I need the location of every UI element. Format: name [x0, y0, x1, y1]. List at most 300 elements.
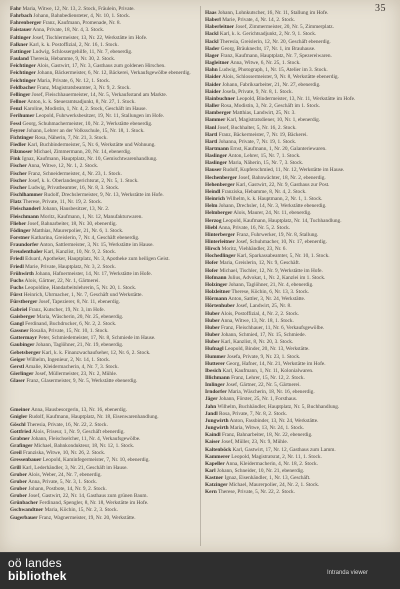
- entry-surname: Hackl: [205, 31, 219, 38]
- directory-entry: [205, 103, 391, 110]
- directory-entry: [10, 429, 196, 436]
- entry-details: Johann, Taglöhner, 21, Nr. 19, ebenerdig.: [35, 342, 124, 349]
- directory-entry: [10, 500, 196, 507]
- library-logo[interactable]: [8, 557, 67, 583]
- entry-surname: Hehenberger: [205, 181, 235, 188]
- entry-surname: Fleischmann: [10, 213, 39, 220]
- entry-surname: Grabner: [10, 435, 30, 442]
- entry-details: Katharina, Greislerin, 7, Nr. 4, Geschäft ebenerdig.: [31, 235, 140, 241]
- directory-entry: [10, 228, 196, 235]
- entry-surname: Grünbacher: [10, 500, 38, 507]
- entry-surname: Feichtinger: [10, 77, 36, 84]
- entry-surname: Grill: [10, 464, 21, 471]
- entry-details: Marie, Private, Hauptplatz, Nr. 3, 2. Stock.: [25, 263, 116, 270]
- entry-surname: Hirsch: [205, 246, 221, 253]
- entry-details: Maria, Köchin, 15, Nr. 2, 3. Stock.: [44, 507, 119, 514]
- entry-surname: Imlinger: [205, 382, 225, 389]
- directory-entry: [205, 110, 391, 117]
- entry-details: Matthias, Landwirt, 25, Nr. 3.: [232, 110, 296, 117]
- entry-surname: Fink: [10, 156, 21, 163]
- entry-details: Ludwig, Photograph, 1, Nr. 15, Atelier im 3. Stock.: [219, 67, 328, 74]
- directory-entry: [205, 89, 391, 96]
- directory-entry: [10, 20, 196, 27]
- entry-details: Josef, Bahnwächter, 18, Nr. 2, ebenerdig.: [238, 174, 326, 181]
- entry-surname: Fattinger: [10, 48, 32, 55]
- directory-entry: [205, 31, 391, 38]
- directory-entry: [10, 6, 196, 13]
- entry-surname: Feichtinger: [10, 63, 36, 70]
- entry-surname: Gugerbauer: [10, 514, 38, 521]
- entry-surname: Hörtenhuber: [205, 303, 235, 310]
- entry-surname: Fahrenberger: [10, 20, 42, 27]
- directory-entry: [10, 328, 196, 335]
- entry-details: Josef, k. k. Oberlandesgerichtsrat, 2, Nr. 5, 1. Stock.: [28, 177, 139, 184]
- entry-details: Karl, Sparkassabeamter, 5, Nr. 10, 1. Stock.: [236, 253, 330, 260]
- entry-details: Johann, Drechsler, 14, Nr. 3, Werkstätte ebenerdig.: [218, 203, 327, 210]
- entry-surname: Fessl: [10, 120, 22, 127]
- entry-surname: Gassner: [10, 328, 29, 335]
- entry-details: Josef, Tapezierer, 8, Nr. 11, ebenerdig.: [38, 299, 121, 306]
- directory-entry: [205, 489, 391, 496]
- directory-entry: [10, 42, 196, 49]
- entry-surname: Fahrbach: [10, 13, 33, 20]
- entry-details: Josef, Buchhalter, 5, Nr. 16, 2. Stock.: [217, 124, 297, 131]
- directory-entry: [205, 318, 391, 325]
- entry-details: Karl, k. k. Gerichtsadjunkt, 2, Nr. 9, 1. Stock.: [219, 31, 317, 38]
- entry-surname: Gruber: [10, 471, 28, 478]
- entry-details: Anna, Witwe, 6, Nr. 25, 1. Stock.: [230, 60, 301, 67]
- entry-details: Johann, Fabriksarbeiter, 21, Nr. 27, ebenerdig.: [222, 81, 321, 88]
- directory-entry: [205, 439, 391, 446]
- entry-surname: Fischer: [10, 177, 27, 184]
- entry-surname: Illichmann: [205, 374, 230, 381]
- entry-details: Franz, Bahnarbeiter, 18, Nr. 22, ebenerdig.: [221, 432, 313, 439]
- entry-details: Anton, Sattler, 3, Nr. 24, Werkstätte.: [228, 296, 306, 303]
- entry-surname: Fauland: [10, 56, 29, 63]
- entry-surname: Fenzl: [10, 106, 23, 113]
- entry-surname: Gabriel: [10, 306, 28, 313]
- entry-details: Josef, Fleischhauermeister, 14, Nr. 5, Verkaufsstand am Markte.: [31, 91, 168, 98]
- directory-entry: [205, 275, 391, 282]
- directory-entry: [205, 146, 391, 153]
- entry-details: Theresia, Greislerin, 12, Nr. 20, Geschäft ebenerdig.: [219, 38, 331, 45]
- directory-entry: [205, 232, 391, 239]
- directory-entry: [205, 225, 391, 232]
- entry-surname: Fischlhammer: [10, 192, 43, 199]
- entry-surname: Gebetsberger: [10, 349, 41, 356]
- entry-details: Franz, Magistratsbeamter, 3, Nr. 9, 2. Stock.: [36, 84, 131, 91]
- directory-entry: [10, 414, 196, 421]
- entry-surname: Faltinger: [10, 34, 31, 41]
- entry-details: Leopold, Kaufmann, Hauptplatz, Nr. 14, Tuchhandlung.: [222, 217, 342, 224]
- entry-surname: Hofmann: [205, 274, 227, 281]
- directory-entry: [205, 418, 391, 425]
- entry-details: Josefa, Private, 9, Nr. 23, 1. Stock.: [226, 353, 301, 360]
- entry-details: Heinrich, Uhrmacher, 1, Nr. 7, Geschäft und Werkstätte.: [23, 292, 143, 299]
- entry-surname: Hahn: [205, 67, 218, 74]
- entry-details: Johann, Schneider, 10, Nr. 21, ebenerdig.: [216, 468, 305, 474]
- entry-details: Rudolf, Kaufmann, Hauptplatz, Nr. 18, Eisenwarenhandlung.: [28, 414, 159, 421]
- entry-surname: Haas: [205, 10, 217, 16]
- entry-details: Karl, k. k. Finanzwachaufseher, 12, Nr. 6, 2. Stock.: [41, 349, 151, 356]
- directory-entry: [10, 135, 196, 142]
- directory-entry: [10, 49, 196, 56]
- entry-surname: Huber: [205, 332, 220, 339]
- entry-surname: Fahr: [10, 6, 22, 12]
- entry-details: Josef, Gärtner, 22, Nr. 5, Gärtnerei.: [226, 382, 301, 389]
- entry-surname: Hummer: [205, 353, 226, 360]
- entry-details: Alois, Weber, 24, Nr. 7, ebenerdig.: [28, 471, 102, 478]
- directory-entry: [10, 307, 196, 314]
- entry-surname: Huber: [205, 310, 220, 317]
- directory-entry: [205, 332, 391, 339]
- directory-entry: [10, 35, 196, 42]
- entry-details: Josef, Gastwirt, 22, Nr. 14, Gasthaus zum grünen Baum.: [28, 493, 148, 500]
- directory-entry: [10, 221, 196, 228]
- left-column: [10, 6, 196, 522]
- directory-entry: [10, 264, 196, 271]
- directory-entry: [10, 357, 196, 364]
- entry-details: Anna, Witwe, 13, Nr. 18, 1. Stock.: [220, 317, 294, 324]
- entry-surname: Geiger: [10, 356, 26, 363]
- entry-surname: Hutterer: [205, 360, 225, 367]
- entry-surname: Hinterleitner: [205, 239, 235, 245]
- entry-details: Moritz, Kaufmann, 1, Nr. 12, Manufakturwaren.: [40, 213, 143, 220]
- entry-details: Josef, Schuhmacher, 10, Nr. 17, ebenerdig.: [236, 239, 327, 245]
- entry-details: Johann, Hafnermeister, 14, Nr. 17, Werkstätte im Hofe.: [35, 270, 152, 277]
- entry-details: Anton, Fassbinder, 13, Nr. 24, Werkstätte.: [229, 417, 319, 424]
- entry-details: Leopold, Bindermeister, 13, Nr. 11, Werkstätte im Hofe.: [236, 95, 356, 102]
- entry-surname: Feichtinger: [10, 70, 36, 77]
- entry-surname: Gaubinger: [10, 342, 35, 349]
- entry-details: Franziska, Witwe, 10, Nr. 26, 2. Stock.: [23, 450, 106, 457]
- entry-details: Johann, Schmied, 17, Nr. 15, Schmiede.: [221, 332, 306, 339]
- entry-details: Georg, Hafner, 14, Nr. 21, Werkstätte im Hofe.: [226, 360, 326, 367]
- directory-entry: [205, 260, 391, 267]
- entry-details: Moritz, Viehhändler, 23, Nr. 6.: [221, 246, 287, 253]
- entry-surname: Fraundorfer: [10, 242, 39, 249]
- directory-entry: [205, 39, 391, 46]
- entry-surname: Fürstberger: [10, 299, 38, 306]
- entry-surname: Gerstl: [10, 363, 25, 370]
- entry-surname: Hagleitner: [205, 60, 230, 67]
- entry-surname: Heindl: [205, 188, 221, 195]
- entry-surname: Gmeiner: [10, 407, 31, 414]
- entry-surname: Hinterberger: [205, 231, 236, 238]
- entry-details: Peter, Schmiedemeister, 17, Nr. 8, Schmiede im Hause.: [38, 335, 156, 342]
- entry-surname: Faistauer: [10, 27, 32, 34]
- entry-surname: Fürst: [10, 292, 23, 299]
- entry-details: Maria, Witwe, 13, Nr. 24, 1. Stock.: [229, 425, 305, 432]
- directory-entry: [205, 361, 391, 368]
- directory-entry: [205, 289, 391, 296]
- entry-surname: Jungwirth: [205, 425, 229, 432]
- directory-entry: [205, 268, 391, 275]
- directory-entry: [205, 53, 391, 60]
- directory-entry: [205, 382, 391, 389]
- entry-details: Leopold, Magistratsrat, 2, Nr. 11, 1. Stock.: [231, 453, 322, 460]
- entry-surname: Gottfried: [10, 428, 32, 435]
- logo-line-1: oö landes: [8, 556, 62, 570]
- entry-details: Alois, Gärtner, 22, Nr. 1, Gärtnerei.: [24, 277, 100, 284]
- entry-surname: Ferihumer: [10, 113, 35, 120]
- entry-surname: Hochedlinger: [205, 253, 236, 260]
- directory-entry: [10, 85, 196, 92]
- directory-entry: [10, 278, 196, 285]
- directory-entry: [205, 447, 391, 454]
- entry-details: Amalie, Kleidermacherin, 4, Nr. 7, 3. Stock.: [25, 363, 119, 370]
- entry-details: Michael, Bahnkondukteur, 18, Nr. 12, 1. Stock.: [33, 443, 135, 450]
- directory-entry: [205, 311, 391, 318]
- entry-details: Anton, Sattlermeister, 3, Nr. 15, Werkstätte im Hause.: [39, 242, 154, 249]
- entry-surname: Kaltenböck: [205, 446, 232, 453]
- entry-surname: Haslinger: [205, 160, 228, 167]
- entry-details: Therese, Private, 11, Nr. 19, 2. Stock.: [22, 199, 103, 206]
- entry-surname: Forstner: [10, 235, 30, 241]
- entry-details: Karl, Kaufmann, 1, Nr. 11, Kolonialwaren.: [222, 367, 314, 374]
- directory-entry: [10, 465, 196, 472]
- viewer-label: Intranda viewer: [326, 570, 368, 576]
- directory-entry: [10, 436, 196, 443]
- entry-details: Anton, Lehrer, 15, Nr. 7, 1. Stock.: [228, 153, 301, 160]
- entry-details: Theresia, Hebamme, 9, Nr. 30, 2. Stock.: [30, 56, 116, 63]
- entry-surname: Flatz: [10, 199, 22, 206]
- entry-surname: Fichtinger: [10, 134, 34, 141]
- directory-entry: [10, 178, 196, 185]
- entry-surname: Gressenbauer: [10, 457, 42, 464]
- directory-entry: [10, 371, 196, 378]
- directory-entry: [10, 271, 196, 278]
- directory-entry: [205, 389, 391, 396]
- entry-surname: Hufnagl: [205, 346, 224, 353]
- entry-details: Alois, Schlossermeister, 9, Nr. 8, Werkstätte ebenerdig.: [221, 74, 339, 81]
- entry-details: Ludwig, Schlossergehilfe, 11, Nr. 7, ebenerdig.: [32, 48, 133, 55]
- entry-details: Ernst, Kaufmann, 1, Nr. 20, Galanteriewaren.: [230, 145, 327, 152]
- directory-entry: [10, 242, 196, 249]
- entry-details: Maria, Private, 6, Nr. 12, 1. Stock.: [37, 77, 111, 84]
- entry-surname: Haider: [205, 88, 221, 95]
- entry-details: Therese, Köchin, 6, Nr. 13, 3. Stock.: [231, 289, 310, 296]
- entry-details: Josef, Tischlermeister, 13, Nr. 22, Werkstätte im Hofe.: [32, 34, 148, 41]
- column-divider: [200, 6, 201, 546]
- entry-details: Karl, Buchbindermeister, 5, Nr. 6, Werkstätte und Wohnung.: [27, 141, 156, 148]
- entry-surname: Feyrer: [10, 127, 26, 134]
- entry-details: Karl, Gastwirt, 17, Nr. 12, Gasthaus zum Lamm.: [232, 446, 336, 453]
- directory-entry: [10, 342, 196, 349]
- entry-surname: Huber: [205, 324, 220, 331]
- directory-entry: [10, 235, 196, 242]
- entry-details: Josefa, Private, 9, Nr. 8, 1. Stock.: [222, 88, 293, 95]
- entry-details: Johann, Hausbesitzer, 13, Nr. 2.: [41, 206, 110, 213]
- entry-surname: Hader: [205, 45, 220, 52]
- entry-details: Michael, Maurerpolier, 24, Nr. 2, 1. Stock.: [228, 482, 320, 489]
- directory-entry: [205, 182, 391, 189]
- directory-entry: [205, 218, 391, 225]
- directory-entry: [10, 113, 196, 120]
- entry-surname: Hechenberger: [205, 174, 238, 181]
- directory-entry: [10, 321, 196, 328]
- entry-details: Johann, Postbote, 14, Nr. 9, 2. Stock.: [28, 486, 107, 492]
- entry-surname: Haberleitner: [205, 24, 235, 31]
- entry-details: Leopold, Kaminfegermeister, 7, Nr. 10, ebenerdig.: [42, 457, 150, 464]
- entry-details: Franz, Fleischhauer, 11, Nr. 6, Verkaufsgewölbe.: [221, 324, 325, 331]
- entry-details: Josef, Müllermeister, 23, Nr. 2, Mühle.: [34, 370, 118, 377]
- entry-surname: Gruber: [10, 493, 28, 500]
- directory-entry: [205, 167, 391, 174]
- directory-entry: [10, 443, 196, 450]
- entry-surname: Hartmann: [205, 145, 229, 152]
- directory-entry: [10, 185, 196, 192]
- entry-details: Johann, Taglöhner, 21, Nr. 4, ebenerdig.: [228, 281, 314, 288]
- entry-surname: Kastner: [205, 475, 224, 482]
- entry-details: Anna, Hausbesorgerin, 13, Nr. 16, ebenerdig.: [31, 407, 128, 414]
- directory-entry: [205, 46, 391, 53]
- directory-entry: [205, 482, 391, 489]
- directory-entry: [205, 82, 391, 89]
- directory-entry: [205, 404, 391, 411]
- directory-entry: [205, 74, 391, 81]
- entry-details: Georg, Bräuknecht, 17, Nr. 1, im Brauhause.: [220, 45, 316, 52]
- entry-details: Anna, Kleidermacherin, 4, Nr. 18, 2. Stock.: [225, 460, 318, 467]
- logo-line-2: bibliothek: [8, 569, 67, 583]
- entry-details: Therese, Private, 5, Nr. 22, 2. Stock.: [218, 489, 295, 496]
- entry-surname: Jäger: [205, 396, 218, 403]
- entry-surname: Fischer: [10, 184, 27, 191]
- entry-details: Karl, Lederhändler, 3, Nr. 21, Geschäft im Hause.: [22, 464, 128, 471]
- entry-surname: Gruber: [10, 486, 28, 492]
- entry-surname: Hainbuchner: [205, 95, 236, 102]
- entry-surname: Heinrich: [205, 196, 226, 203]
- entry-surname: Jungwirth: [205, 417, 229, 424]
- directory-entry: [205, 396, 391, 403]
- directory-entry: [10, 214, 196, 221]
- directory-entry: [205, 354, 391, 361]
- directory-entry: [10, 121, 196, 128]
- entry-details: Leopoldine, Handarbeitslehrerin, 5, Nr. 20, 1. Stock.: [24, 285, 137, 292]
- directory-entry: [10, 314, 196, 321]
- directory-entry: [10, 364, 196, 371]
- entry-surname: Kern: [205, 489, 217, 496]
- entry-surname: Fuchs: [10, 277, 24, 284]
- directory-entry: [205, 325, 391, 332]
- entry-details: Franz, Kutscher, 19, Nr. 3, im Hofe.: [28, 306, 105, 313]
- directory-entry: [10, 335, 196, 342]
- directory-entry: [205, 239, 391, 246]
- entry-details: Anna, Private, 16, Nr. 5, 2. Stock.: [218, 224, 291, 231]
- entry-details: Johann, Bahnbediensteter, 4, Nr. 10, 1. Stock.: [33, 13, 131, 20]
- entry-surname: Helm: [205, 203, 218, 210]
- section-gap: [10, 385, 196, 407]
- entry-surname: Haslinger: [205, 153, 228, 160]
- directory-entry: [205, 10, 391, 17]
- entry-surname: Holzleitner: [205, 289, 231, 296]
- entry-surname: Kaiser: [205, 439, 221, 446]
- entry-details: Alois, Postoffizial, 4, Nr. 2, 2. Stock.: [220, 310, 300, 317]
- entry-surname: Helmberger: [205, 210, 233, 217]
- directory-entry: [205, 339, 391, 346]
- directory-entry: [10, 422, 196, 429]
- entry-surname: Haberl: [205, 17, 221, 24]
- directory-entry: [10, 192, 196, 199]
- entry-surname: Greil: [10, 450, 22, 457]
- entry-surname: Falkner: [10, 41, 28, 48]
- entry-details: Anton, k. k. Steueramtsadjunkt, 8, Nr. 27, 1. Stock.: [27, 99, 136, 106]
- entry-details: Josef, Bahnarbeiter, 18, Nr. 30, ebenerdig.: [27, 220, 117, 227]
- entry-details: Maria, Wäscherin, 18, Nr. 16, ebenerdig.: [228, 389, 315, 396]
- entry-details: Matthias, Maurerpolier, 21, Nr. 6, 1. Stock.: [31, 227, 124, 234]
- entry-surname: Filzmoser: [10, 149, 33, 156]
- entry-surname: Gnigler: [10, 414, 28, 421]
- directory-entry: [205, 475, 391, 482]
- entry-details: Alois, Friseur, 1, Nr. 9, Geschäft ebenerdig.: [32, 428, 125, 435]
- entry-surname: Grafinger: [10, 443, 33, 450]
- entry-details: Rudolf, Drechslermeister, 9, Nr. 13, Werkstätte im Hofe.: [44, 192, 164, 199]
- entry-details: Karl, Magistratsdiener, 10, Nr. 1, ebenerdig.: [226, 117, 321, 124]
- entry-surname: Göschl: [10, 421, 26, 428]
- entry-details: Rudolf, Kupferschmied, 11, Nr. 12, Werkstätte im Hause.: [222, 167, 345, 174]
- entry-surname: Hartl: [205, 138, 218, 145]
- entry-details: Michael, Zimmermann, 20, Nr. 14, ebenerdig.: [33, 149, 132, 156]
- entry-details: Franz, Lehrer, 15, Nr. 12, 2. Stock.: [231, 374, 305, 381]
- entry-details: Franziska, Hebamme, 8, Nr. 4, 2. Stock.: [221, 188, 307, 195]
- viewer-footer: [0, 552, 400, 589]
- entry-details: Ferdinand, Buchdrucker, 6, Nr. 2, 2. Stock.: [25, 320, 117, 327]
- directory-entry: [205, 139, 391, 146]
- entry-details: Johann, Lehrer an der Volksschule, 15, Nr. 18, 1. Stock.: [26, 127, 145, 134]
- entry-surname: Hartl: [205, 131, 218, 138]
- entry-surname: Haller: [205, 103, 220, 110]
- directory-entry: [10, 70, 196, 77]
- entry-details: Theresia, Private, 16, Nr. 22, 2. Stock.: [26, 421, 108, 428]
- entry-details: Wilhelm, Ingenieur, 2, Nr. 14, 1. Stock.: [26, 356, 111, 363]
- directory-entry: [10, 78, 196, 85]
- entry-details: Josef, Zimmermeister, 20, Nr. 5, Zimmerplatz.: [235, 24, 334, 31]
- entry-details: Anna, Private, 18, Nr. 4, 3. Stock.: [32, 27, 105, 34]
- directory-entry: [205, 210, 391, 217]
- entry-details: Eduard, Apotheker, Hauptplatz, Nr. 3, Apotheke zum heiligen Geist.: [25, 256, 170, 263]
- entry-surname: Gangl: [10, 320, 24, 327]
- entry-surname: Friedl: [10, 263, 24, 270]
- entry-details: Franz, Fuhrwerker, 19, Nr. 8, Stallung.: [236, 231, 319, 238]
- entry-details: Maria, Greislerin, 12, Nr. 9, Geschäft.: [219, 260, 301, 267]
- directory-entry: [205, 60, 391, 67]
- entry-surname: Fellner: [10, 99, 27, 106]
- entry-details: Karl, Gastwirt, 22, Nr. 9, Gasthaus zur Post.: [236, 181, 330, 188]
- entry-details: Rosalia, Private, 15, Nr. 10, 1. Stock.: [29, 328, 109, 335]
- directory-entry: [10, 27, 196, 34]
- directory-entry: [205, 454, 391, 461]
- entry-surname: Holzinger: [205, 281, 228, 288]
- entry-surname: Jahn: [205, 403, 217, 410]
- entry-surname: Hauser: [205, 167, 222, 174]
- directory-entry: [205, 67, 391, 74]
- directory-entry: [10, 507, 196, 514]
- entry-surname: Haider: [205, 81, 221, 88]
- entry-surname: Fischer: [10, 163, 27, 170]
- entry-surname: Gierlinger: [10, 370, 34, 377]
- entry-surname: Hamberger: [205, 110, 232, 117]
- entry-surname: Fiedler: [10, 141, 27, 148]
- directory-entry: [205, 196, 391, 203]
- entry-surname: Herzog: [205, 217, 222, 224]
- entry-details: Anna, Witwe, 12, Nr. 1, 2. Stock.: [27, 163, 99, 170]
- entry-details: Franz, Glasermeister, 9, Nr. 5, Werkstätte ebenerdig.: [26, 378, 138, 385]
- entry-surname: Gaisberger: [10, 313, 36, 320]
- directory-entry: [205, 96, 391, 103]
- directory-entry: [205, 117, 391, 124]
- entry-details: Karl, Kanzlist, 8, Nr. 20, 3. Stock.: [221, 339, 294, 346]
- entry-surname: Freudenthaler: [10, 249, 43, 256]
